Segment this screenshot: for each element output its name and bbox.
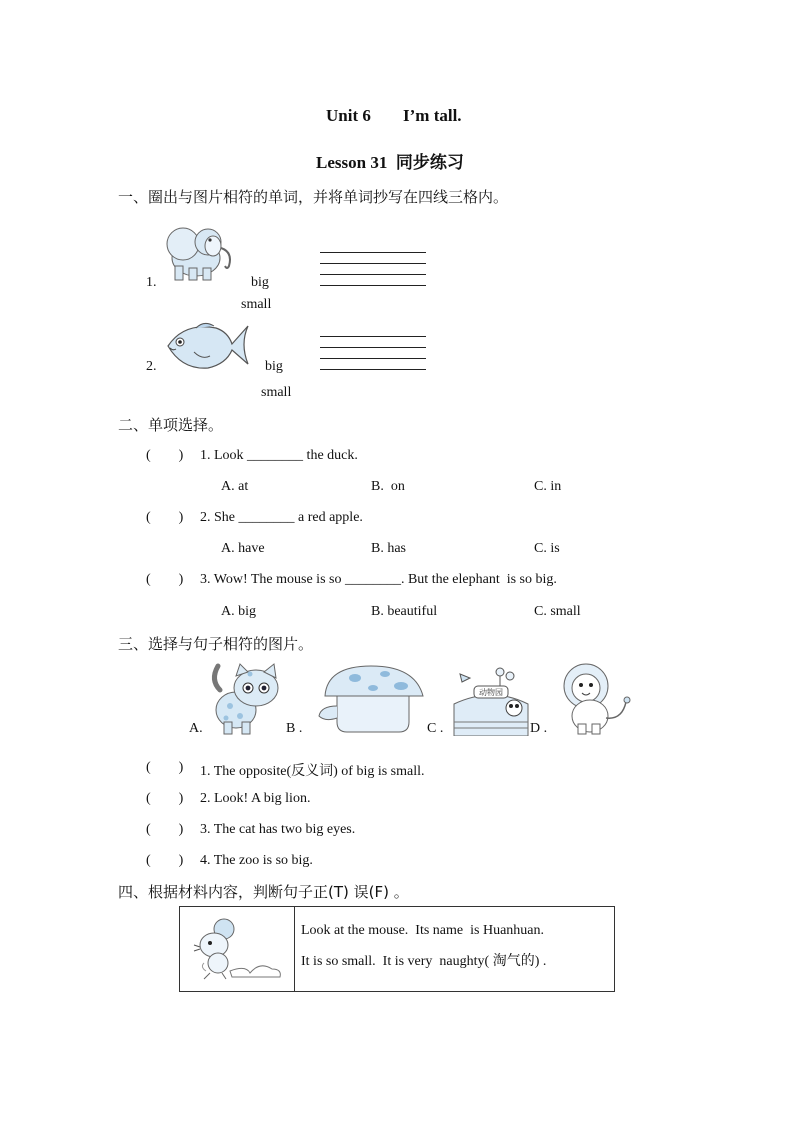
reading-passage-box bbox=[179, 906, 615, 992]
mouse-picture bbox=[190, 915, 286, 983]
option-c: C. small bbox=[534, 604, 581, 619]
answer-parentheses[interactable]: ( ) bbox=[146, 760, 184, 775]
item-number: 2. bbox=[146, 359, 157, 374]
word-option-small[interactable]: small bbox=[241, 297, 272, 312]
lesson-title: Lesson 31 同步练习 bbox=[316, 153, 464, 172]
mushroom-picture bbox=[315, 662, 427, 734]
elephant-picture bbox=[163, 222, 235, 284]
answer-parentheses[interactable]: ( ) bbox=[146, 448, 184, 463]
answer-parentheses[interactable]: ( ) bbox=[146, 853, 184, 868]
zoo-picture bbox=[452, 664, 530, 736]
passage-line-1: Look at the mouse. Its name is Huanhuan. bbox=[301, 923, 545, 938]
writing-lines[interactable] bbox=[320, 252, 426, 288]
item-number: 1. bbox=[146, 275, 157, 290]
option-b: B. has bbox=[371, 541, 406, 556]
option-b: B. on bbox=[371, 479, 405, 494]
answer-parentheses[interactable]: ( ) bbox=[146, 791, 184, 806]
passage-line-2: It is so small. It is very naughty( 淘气的) . bbox=[301, 954, 547, 969]
question-text: 1. The opposite(反义词) of big is small. bbox=[200, 764, 425, 779]
option-c: C. is bbox=[534, 541, 560, 556]
unit-label: Unit 6 bbox=[326, 106, 371, 125]
section2-heading: 二、单项选择。 bbox=[118, 416, 224, 434]
question-text: 4. The zoo is so big. bbox=[200, 853, 313, 868]
cat-picture bbox=[206, 660, 284, 736]
picture-label-d: D . bbox=[530, 721, 548, 736]
question-text: 3. The cat has two big eyes. bbox=[200, 822, 356, 837]
answer-parentheses[interactable]: ( ) bbox=[146, 822, 184, 837]
word-option-big[interactable]: big bbox=[265, 359, 283, 374]
option-a: A. at bbox=[221, 479, 249, 494]
passage-text-cell bbox=[295, 907, 614, 991]
unit-title: I’m tall. bbox=[403, 106, 462, 125]
zoo-sign-text: 动物园 bbox=[479, 688, 503, 697]
section1-heading: 一、圈出与图片相符的单词，并将单词抄写在四线三格内。 bbox=[118, 188, 509, 206]
picture-label-b: B . bbox=[286, 721, 303, 736]
section4-heading: 四、根据材料内容，判断句子正(T) 误(F) 。 bbox=[118, 883, 409, 901]
passage-picture-cell bbox=[180, 907, 295, 991]
question-text: 3. Wow! The mouse is so ________. But the elephant is so big. bbox=[200, 572, 557, 587]
option-b: B. beautiful bbox=[371, 604, 438, 619]
lion-picture bbox=[556, 660, 634, 736]
answer-parentheses[interactable]: ( ) bbox=[146, 572, 184, 587]
option-a: A. have bbox=[221, 541, 265, 556]
fish-picture bbox=[164, 316, 250, 374]
answer-parentheses[interactable]: ( ) bbox=[146, 510, 184, 525]
writing-lines[interactable] bbox=[320, 336, 426, 372]
question-text: 2. She ________ a red apple. bbox=[200, 510, 363, 525]
picture-label-c: C . bbox=[427, 721, 444, 736]
word-option-big[interactable]: big bbox=[251, 275, 269, 290]
section3-heading: 三、选择与句子相符的图片。 bbox=[118, 635, 314, 653]
option-a: A. big bbox=[221, 604, 256, 619]
word-option-small[interactable]: small bbox=[261, 385, 292, 400]
question-text: 2. Look! A big lion. bbox=[200, 791, 311, 806]
question-text: 1. Look ________ the duck. bbox=[200, 448, 358, 463]
picture-label-a: A. bbox=[189, 721, 203, 736]
option-c: C. in bbox=[534, 479, 562, 494]
